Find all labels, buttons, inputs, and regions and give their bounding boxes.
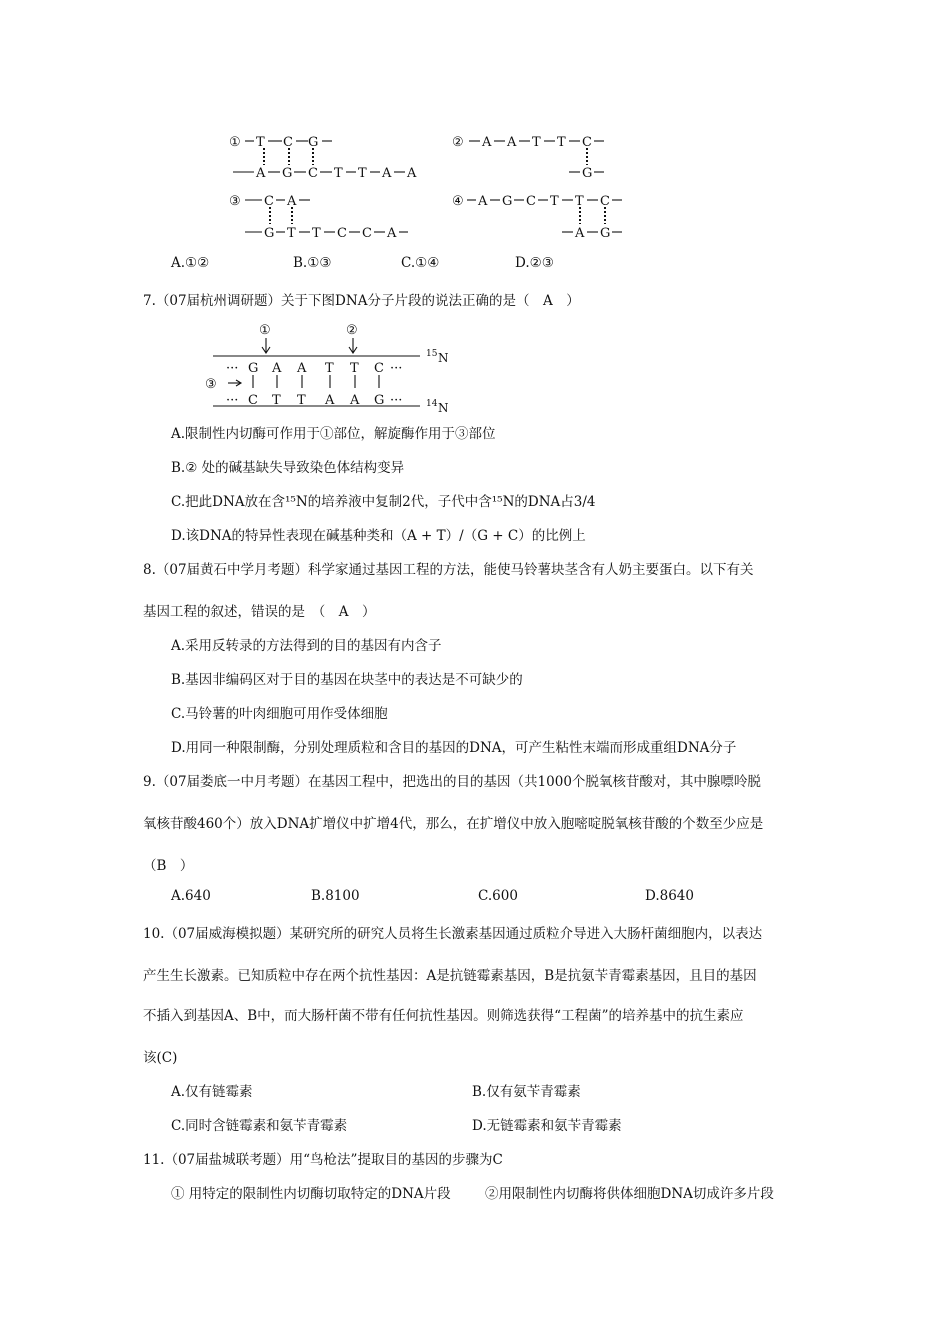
- q8-option-b: B.基因非编码区对于目的基因在块茎中的表达是不可缺少的: [171, 672, 523, 688]
- fragment2-circle: ②: [452, 135, 464, 150]
- fragment1-base: A: [407, 166, 417, 181]
- label-14-n: N: [438, 401, 449, 415]
- fragment1-base: T: [256, 135, 265, 150]
- top-strand-base: G: [248, 361, 259, 376]
- q10-stem-line1: 10.（07届威海模拟题）某研究所的研究人员将生长激素基因通过质粒介导进入大肠杆菌细胞内，以表达: [143, 926, 763, 942]
- q9-answer: （B ）: [143, 858, 194, 874]
- q10-stem-line2: 产生生长激素。已知质粒中存在两个抗性基因：A是抗链霉素基因，B是抗氨苄青霉素基因，且目的基因: [143, 968, 757, 984]
- fragment3-base: G: [264, 226, 275, 241]
- fragment4-base: C: [600, 194, 610, 209]
- label-15-superscript: 15: [426, 349, 438, 359]
- q8-option-d: D.用同一种限制酶，分别处理质粒和含目的基因的DNA，可产生粘性末端而形成重组DNA分子: [171, 740, 737, 756]
- bottom-strand-base: T: [297, 393, 306, 408]
- q7-option-c: C.把此DNA放在含¹⁵N的培养液中复制2代，子代中含¹⁵N的DNA占3/4: [171, 494, 596, 510]
- q9-option-c: C.600: [478, 888, 518, 904]
- q11-step2: ②用限制性内切酶将供体细胞DNA切成许多片段: [485, 1186, 774, 1202]
- q11-step1: ① 用特定的限制性内切酶切取特定的DNA片段: [171, 1186, 451, 1202]
- fragment1-base: C: [283, 135, 293, 150]
- fragment4-base: A: [478, 194, 488, 209]
- q10-option-c: C.同时含链霉素和氨苄青霉素: [171, 1118, 348, 1134]
- dna-fragments-figure: [0, 120, 950, 250]
- q6-option-c: C.①④: [401, 255, 440, 271]
- fragment1-base: T: [358, 166, 367, 181]
- marker-3: ③: [205, 377, 217, 392]
- fragment2-base: A: [482, 135, 492, 150]
- fragment4-base: T: [575, 194, 584, 209]
- q10-option-d: D.无链霉素和氨苄青霉素: [472, 1118, 622, 1134]
- top-strand-base: T: [350, 361, 359, 376]
- bottom-strand-base: C: [248, 393, 258, 408]
- top-strand-base: A: [272, 361, 282, 376]
- q7-option-a: A.限制性内切酶可作用于①部位，解旋酶作用于③部位: [171, 426, 496, 442]
- q6-option-a: A.①②: [171, 255, 210, 271]
- fragment3-base: T: [312, 226, 321, 241]
- top-strand-dots: ···: [226, 361, 239, 376]
- q6-option-b: B.①③: [293, 255, 332, 271]
- fragment3-base: C: [337, 226, 347, 241]
- q10-stem-line3: 不插入到基因A、B中，而大肠杆菌不带有任何抗性基因。则筛选获得“工程菌”的培养基中的抗生素应: [143, 1008, 744, 1024]
- fragment2-base: T: [557, 135, 566, 150]
- label-15-n: N: [438, 351, 449, 365]
- bottom-strand-dots: ···: [390, 393, 403, 408]
- fragment1-base: C: [308, 166, 318, 181]
- fragment2-base: T: [532, 135, 541, 150]
- fragment2-base: C: [582, 135, 592, 150]
- fragment3-base: C: [264, 194, 274, 209]
- fragment1-base: G: [282, 166, 293, 181]
- q9-option-b: B.8100: [311, 888, 360, 904]
- q10-option-b: B.仅有氨苄青霉素: [472, 1084, 581, 1100]
- q8-option-a: A.采用反转录的方法得到的目的基因有内含子: [171, 638, 442, 654]
- fragment4-base: C: [526, 194, 536, 209]
- fragment4-base: G: [600, 226, 611, 241]
- fragment3-base: A: [287, 194, 297, 209]
- fragment1-base: A: [382, 166, 392, 181]
- marker-1: ①: [259, 323, 271, 338]
- q9-stem-line2: 氧核苷酸460个）放入DNA扩增仪中扩增4代，那么，在扩增仪中放入胞嘧啶脱氧核苷酸的个数至少应是: [143, 816, 764, 832]
- bottom-strand-base: A: [325, 393, 335, 408]
- q9-option-d: D.8640: [645, 888, 694, 904]
- bottom-strand-base: G: [374, 393, 385, 408]
- fragment3-base: T: [287, 226, 296, 241]
- top-strand-dots: ···: [390, 361, 403, 376]
- q7-option-d: D.该DNA的特异性表现在碱基种类和（A + T）/（G + C）的比例上: [171, 528, 586, 544]
- q9-stem-line1: 9.（07届娄底一中月考题）在基因工程中，把选出的目的基因（共1000个脱氧核苷酸对，其中腺嘌呤脱: [143, 774, 761, 790]
- bottom-strand-dots: ···: [226, 393, 239, 408]
- fragment2-base: G: [582, 166, 593, 181]
- q11-stem: 11.（07届盐城联考题）用“鸟枪法”提取目的基因的步骤为C: [143, 1152, 503, 1168]
- q8-stem-line1: 8.（07届黄石中学月考题）科学家通过基因工程的方法，能使马铃薯块茎含有人奶主要蛋白。以下有关: [143, 562, 754, 578]
- fragment3-base: A: [387, 226, 397, 241]
- q9-option-a: A.640: [171, 888, 211, 904]
- label-14-superscript: 14: [426, 399, 438, 409]
- fragment4-base: G: [502, 194, 513, 209]
- fragment4-base: T: [550, 194, 559, 209]
- fragment1-base: A: [256, 166, 266, 181]
- fragment4-circle: ④: [452, 194, 464, 209]
- top-strand-base: C: [374, 361, 384, 376]
- fragment1-base: G: [308, 135, 319, 150]
- fragment3-circle: ③: [229, 194, 241, 209]
- q8-option-c: C.马铃薯的叶肉细胞可用作受体细胞: [171, 706, 388, 722]
- fragment4-base: A: [575, 226, 585, 241]
- fragment2-base: A: [507, 135, 517, 150]
- dna-double-strand-figure: [0, 318, 950, 418]
- q7-stem: 7.（07届杭州调研题）关于下图DNA分子片段的说法正确的是（ A ）: [143, 293, 580, 309]
- q6-option-d: D.②③: [515, 255, 554, 271]
- q7-option-b: B.② 处的碱基缺失导致染色体结构变异: [171, 460, 405, 476]
- fragment1-circle: ①: [229, 135, 241, 150]
- fragment3-base: C: [362, 226, 372, 241]
- fragment1-base: T: [334, 166, 343, 181]
- bottom-strand-base: A: [350, 393, 360, 408]
- top-strand-base: A: [297, 361, 307, 376]
- q10-option-a: A.仅有链霉素: [171, 1084, 253, 1100]
- top-strand-base: T: [325, 361, 334, 376]
- q8-stem-line2: 基因工程的叙述，错误的是 （ A ）: [143, 604, 376, 620]
- q10-stem-line4: 该(C): [143, 1050, 178, 1066]
- marker-2: ②: [346, 323, 358, 338]
- bottom-strand-base: T: [272, 393, 281, 408]
